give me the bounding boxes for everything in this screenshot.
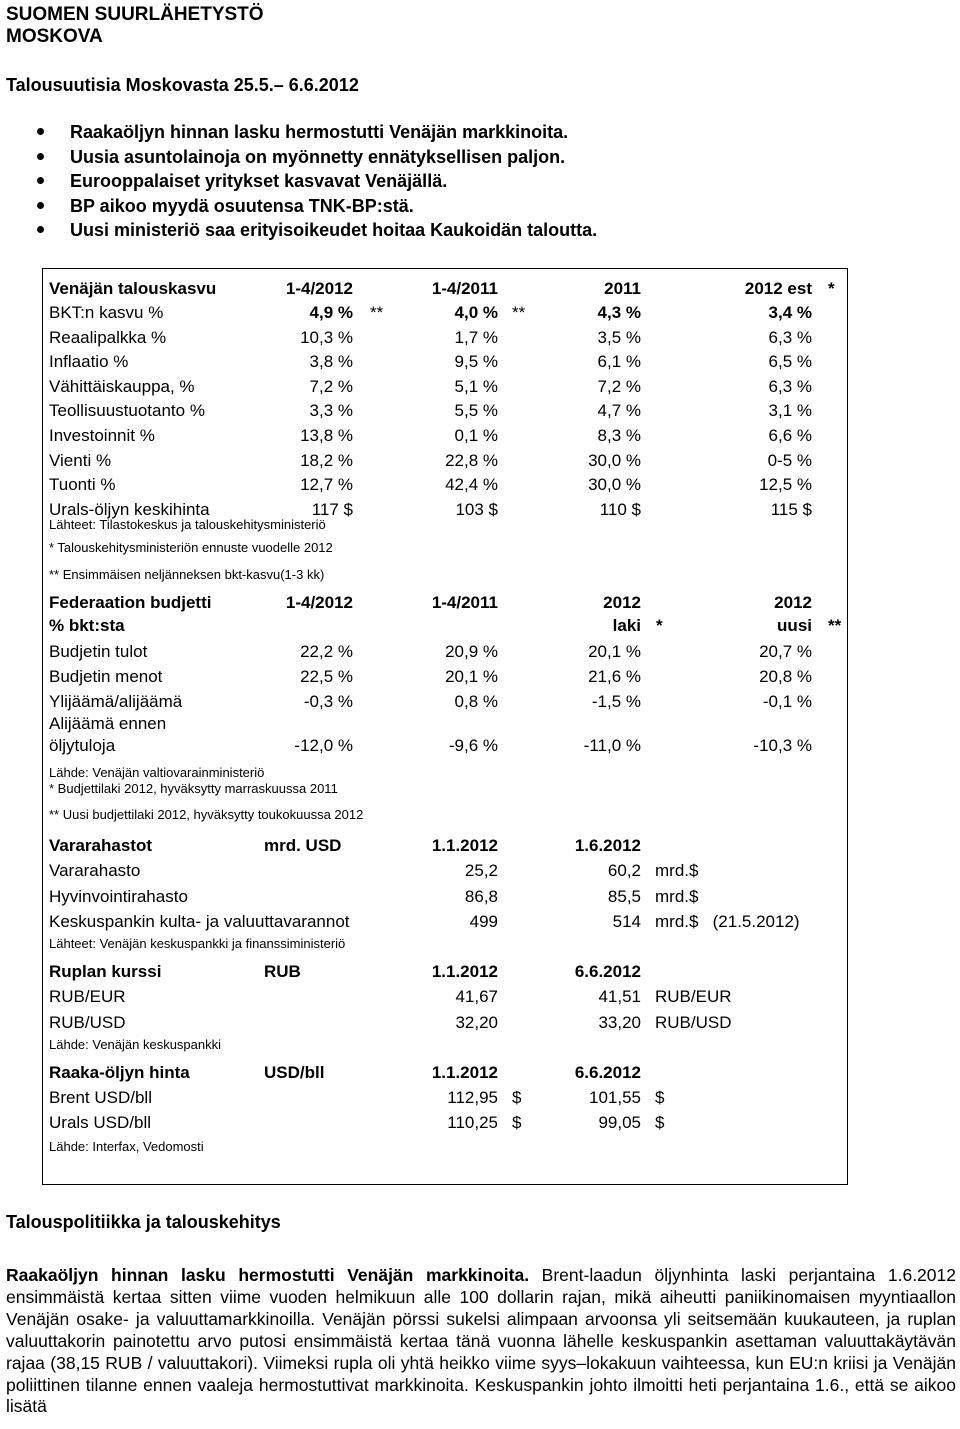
budget-table-unit: % bkt:sta [49,616,125,635]
cell: 5,5 % [454,401,498,421]
budget-table-header [0,591,960,615]
cell: 3,1 % [768,401,812,421]
cell: 4,7 % [597,401,641,421]
cell: 3,5 % [597,327,641,347]
cell: 5,1 % [454,376,498,396]
cell: 7,2 % [597,376,641,396]
row-label: Reaalipalkka % [49,327,167,347]
table-row [0,399,960,423]
row-label: Investoinnit % [49,426,155,445]
source-note: Lähde: Venäjän keskuspankki [49,1037,222,1052]
cell: 9,5 % [454,352,498,372]
cell: 30,0 % [588,475,641,495]
cell: 514 [612,912,641,931]
cell: -9,6 % [448,736,498,755]
cell: 110,25 [447,1113,498,1132]
cell: 3,4 % [768,303,812,322]
cell: 10,3 % [300,327,353,347]
table-row [0,424,960,448]
unit-cell: mrd.$ [655,861,699,880]
row-label: Vienti % [49,450,112,470]
headline-list [0,120,597,243]
cell: 0,8 % [454,692,498,711]
cell: 7,2 % [309,376,353,396]
column-header: mrd. USD [264,836,342,855]
footnote: ** Uusi budjettilaki 2012, hyväksytty toukokuussa 2012 [49,807,364,822]
column-header: 2012 [603,593,641,612]
cell: -0,3 % [303,692,353,711]
column-header: 1.1.2012 [431,1063,498,1082]
cell: 32,20 [455,1013,498,1032]
column-header: 1.1.2012 [431,836,498,855]
table-row [0,734,960,758]
cell: 4,9 % [309,303,353,322]
row-label: RUB/USD [49,1013,126,1032]
footnote-marker: * [656,616,663,635]
row-label: Budjetin tulot [49,642,148,661]
cell: -12,0 % [294,736,353,755]
cell: 6,5 % [768,352,812,372]
currency-cell: $ [512,1113,522,1132]
list-item: BP aikoo myydä osuutensa TNK-BP:stä. [0,194,597,219]
cell: 41,67 [455,987,498,1006]
cell: 20,1 % [445,667,498,686]
cell: 6,1 % [597,352,641,372]
row-label: Budjetin menot [49,667,163,686]
cell: 0,1 % [454,426,498,445]
cell: 4,0 % [454,303,498,322]
cell: 20,9 % [445,642,498,661]
row-label: Urals-öljyn keskihinta [49,499,210,519]
row-label: Keskuspankin kulta- ja valuuttavarannot [49,912,350,931]
report-title: Talousuutisia Moskovasta 25.5.– 6.6.2012 [6,75,359,95]
table-row [0,449,960,473]
article-paragraph [6,1265,956,1418]
column-header: 1-4/2012 [285,279,353,298]
table-row [0,859,960,883]
footnote-marker: ** [828,616,842,635]
footnote: ** Ensimmäisen neljänneksen bkt-kasvu(1-3 kk) [49,567,325,582]
cell: 6,6 % [768,426,812,445]
table-row [0,1086,960,1110]
cell: 110 $ [599,499,641,519]
column-header: 2012 est [744,279,812,298]
cell: 60,2 [607,861,641,880]
oil-table-header [0,1061,960,1085]
list-item: Uusia asuntolainoja on myönnetty ennätyksellisen paljon. [0,145,597,170]
cell: 4,3 % [597,303,641,322]
cell: 30,0 % [588,450,641,470]
currency-cell: $ [512,1088,522,1107]
table-row [0,985,960,1009]
table-row [0,1111,960,1135]
row-label: Urals USD/bll [49,1113,152,1132]
table-row [0,885,960,909]
footnote: * Budjettilaki 2012, hyväksytty marraskuussa 2011 [49,781,338,796]
cell: 99,05 [598,1113,641,1132]
article-body: Brent-laadun öljynhinta laski perjantaina 1.6.2012 ensimmäistä kertaa sitten viime vuoden helmikuun alle 100 dollarin rajan, mikä aiheutti paniikinomaisen myyntiaallon Venäjän osake- ja valuuttamarkkinoilla. Venäjän pörssi sukelsi alimpaan arvoonsa yli seitsemään kuukauteen, ja ruplan valuuttakorin painotettu arvo putosi ensimmäistä kertaa tänä vuonna lähelle keskuspankin asettaman valuuttakäytävän rajaa (38,15 RUB / valuuttakori). Viimeksi rupla oli yhtä heikko viime syys–lokakuun vaihteessa, kun EU:n kriisi ja Venäjän poliittinen tilanne ennen vaaleja hermostuttivat markkinoita. Keskuspankin johto ilmoitti heti perjantaina 1.6., että se aikoo lisätä [6,1265,956,1417]
cell: 499 [469,912,498,931]
embassy-name: SUOMEN SUURLÄHETYSTÖ [6,4,264,25]
cell: 0-5 % [767,450,812,470]
table-row [0,375,960,399]
column-header: 1.6.2012 [574,836,641,855]
column-header: 1-4/2011 [431,593,498,612]
cell: 115 $ [770,499,812,519]
cell: 33,20 [598,1013,641,1032]
column-header: 2012 [774,593,812,612]
row-label: BKT:n kasvu % [49,303,164,322]
cell: 12,7 % [300,475,353,495]
cell: 112,95 [447,1088,498,1107]
currency-cell: $ [655,1113,665,1132]
cell: 6,3 % [768,327,812,347]
section-heading: Talouspolitiikka ja talouskehitys [6,1212,281,1232]
list-item: Uusi ministeriö saa erityisoikeudet hoitaa Kaukoidän taloutta. [0,218,597,243]
cell: -0,1 % [762,692,812,711]
column-header: USD/bll [264,1063,325,1082]
table-row [0,326,960,350]
cell: 42,4 % [445,475,498,495]
footnote-marker: ** [512,303,526,322]
growth-table-header [0,277,960,301]
column-header: 1.1.2012 [431,962,498,981]
column-header: 1-4/2011 [431,279,498,298]
row-label: Tuonti % [49,475,116,495]
budget-table-title: Federaation budjetti [49,593,212,612]
ruble-table-header [0,960,960,984]
footnote: * Talouskehitysministeriön ennuste vuodelle 2012 [49,540,333,555]
unit-cell: mrd.$ [655,887,699,906]
table-row [0,690,960,714]
list-item: Raakaöljyn hinnan lasku hermostutti Venäjän markkinoita. [0,120,597,145]
cell: 3,8 % [309,352,353,372]
column-header: laki [612,616,641,635]
table-row [0,640,960,664]
cell: 103 $ [455,499,498,519]
row-label: Ylijäämä/alijäämä [49,692,183,711]
cell: 20,1 % [588,642,641,661]
cell: 85,5 [607,887,641,906]
footnote-marker: ** [370,303,384,322]
source-note: Lähde: Interfax, Vedomosti [49,1139,204,1154]
cell: 13,8 % [300,426,353,445]
row-label: Vararahasto [49,861,141,880]
unit-cell: RUB/USD [655,1013,732,1032]
budget-table-subheader [0,614,960,638]
source-note: Lähteet: Venäjän keskuspankki ja finanssiministeriö [49,936,346,951]
cell: 20,7 % [759,642,812,661]
column-header: 6.6.2012 [574,962,641,981]
cell: 1,7 % [454,327,498,347]
cell: 18,2 % [300,450,353,470]
table-row-label-line [0,712,960,736]
currency-cell: $ [655,1088,665,1107]
ruble-table-title: Ruplan kurssi [49,962,162,981]
funds-table-header [0,834,960,858]
cell: 22,2 % [300,642,353,661]
unit-cell: RUB/EUR [655,987,732,1006]
column-header: 1-4/2012 [285,593,353,612]
article-headline: Raakaöljyn hinnan lasku hermostutti Venäjän markkinoita. [6,1265,530,1285]
cell: 22,8 % [445,450,498,470]
table-row [0,665,960,689]
list-item: Eurooppalaiset yritykset kasvavat Venäjällä. [0,169,597,194]
cell: 8,3 % [597,426,641,445]
cell: 6,3 % [768,376,812,396]
cell: -1,5 % [591,692,641,711]
table-row [0,910,960,934]
cell: 101,55 [589,1088,641,1107]
row-label: Brent USD/bll [49,1088,152,1107]
cell: 22,5 % [300,667,353,686]
cell: 86,8 [464,887,498,906]
cell: -11,0 % [583,736,641,755]
row-label: Vähittäiskauppa, % [49,376,195,396]
cell: -10,3 % [753,736,812,755]
table-row [0,473,960,497]
row-label: Inflaatio % [49,352,129,372]
column-header: 6.6.2012 [574,1063,641,1082]
funds-table-title: Vararahastot [49,836,152,855]
table-row [0,1011,960,1035]
row-label: Alijäämä ennen [49,714,167,733]
row-label: öljytuloja [49,736,116,755]
oil-table-title: Raaka-öljyn hinta [49,1063,190,1082]
cell: 3,3 % [309,401,353,421]
column-header: RUB [264,962,301,981]
row-label: Hyvinvointirahasto [49,887,188,906]
cell: 12,5 % [759,475,812,495]
growth-table-title: Venäjän talouskasvu [49,279,217,298]
unit-cell: mrd.$ (21.5.2012) [655,912,800,931]
source-note: Lähde: Venäjän valtiovarainministeriö [49,765,265,780]
column-header: uusi [777,616,812,635]
column-header: 2011 [604,279,641,298]
embassy-city: MOSKOVA [6,26,103,47]
source-note: Lähteet: Tilastokeskus ja talouskehitysministeriö [49,517,326,532]
cell: 41,51 [598,987,641,1006]
cell: 20,8 % [759,667,812,686]
row-label: Teollisuustuotanto % [49,401,205,421]
cell: 21,6 % [588,667,641,686]
table-row [0,301,960,325]
cell: 25,2 [464,861,498,880]
table-row [0,350,960,374]
row-label: RUB/EUR [49,987,126,1006]
footnote-marker: * [828,279,835,298]
cell: 117 $ [311,499,353,519]
